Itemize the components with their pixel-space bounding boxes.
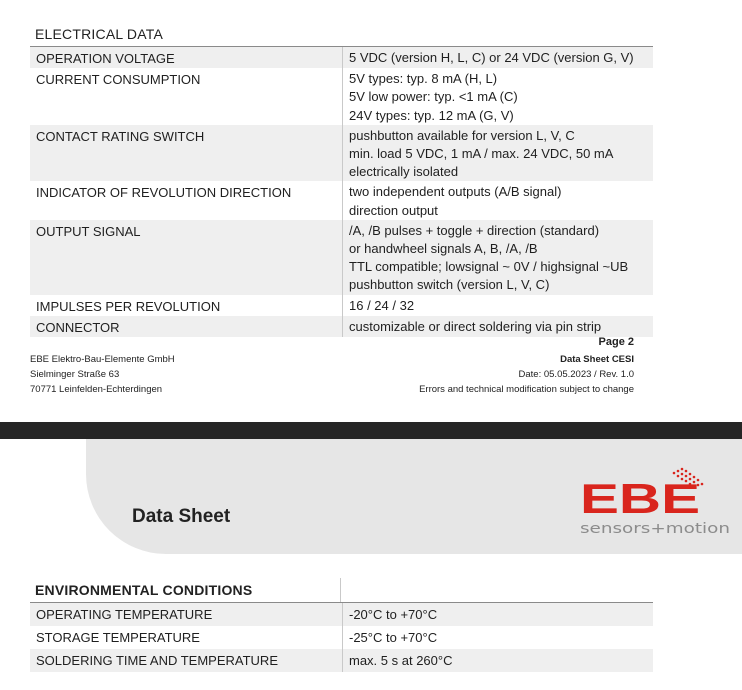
environmental-table <box>30 603 653 672</box>
ebe-logo <box>578 463 738 539</box>
table-row <box>30 649 653 672</box>
company-city: 70771 Leinfelden-Echterdingen <box>30 384 163 395</box>
spec-value <box>343 181 654 219</box>
page-separator <box>0 422 742 439</box>
footer-doc-info <box>419 352 634 397</box>
table-row <box>30 68 653 125</box>
electrical-data-table <box>30 47 653 337</box>
spec-value <box>343 68 654 125</box>
table-row <box>30 603 653 626</box>
spec-key: INDICATOR OF REVOLUTION DIRECTION <box>36 185 292 201</box>
spec-key: CURRENT CONSUMPTION <box>36 72 201 88</box>
logo-tagline: sensors+motion <box>580 521 730 537</box>
doc-disclaimer: Errors and technical modification subject to change <box>419 384 634 395</box>
spec-value <box>343 316 654 337</box>
logo-wordmark: EBE <box>580 475 700 522</box>
env-value: max. 5 s at 260°C <box>343 649 654 672</box>
doc-title: Data Sheet CESI <box>560 354 634 365</box>
table-row <box>30 47 653 68</box>
spec-value-line: pushbutton switch (version L, V, C) <box>349 277 550 293</box>
page-number: Page 2 <box>598 336 634 348</box>
spec-key: CONNECTOR <box>30 316 343 337</box>
spec-value-line: 16 / 24 / 32 <box>349 297 415 313</box>
spec-value-line: /A, /B pulses + toggle + direction (standard) <box>349 222 600 238</box>
spec-value-line: 5V types: typ. 8 mA (H, L) <box>349 71 498 87</box>
page-3 <box>0 439 742 690</box>
env-value: -20°C to +70°C <box>343 603 654 626</box>
env-key: STORAGE TEMPERATURE <box>36 630 200 645</box>
spec-value-line: two independent outputs (A/B signal) <box>349 184 562 200</box>
table-row <box>30 220 653 295</box>
spec-key: OPERATION VOLTAGE <box>30 47 343 68</box>
spec-value <box>343 47 654 68</box>
env-header-divider <box>340 578 341 604</box>
spec-value-line: or handwheel signals A, B, /A, /B <box>349 241 538 257</box>
spec-value-line: min. load 5 VDC, 1 mA / max. 24 VDC, 50 mA <box>349 146 614 162</box>
spec-value-line: pushbutton available for version L, V, C <box>349 127 575 143</box>
spec-value-line: electrically isolated <box>349 164 459 180</box>
env-value: -25°C to +70°C <box>343 626 654 649</box>
company-name: EBE Elektro-Bau-Elemente GmbH <box>30 354 175 365</box>
env-key: SOLDERING TIME AND TEMPERATURE <box>30 649 343 672</box>
table-row <box>30 181 653 219</box>
spec-value <box>343 220 654 295</box>
footer-address <box>30 352 175 397</box>
header-title: Data Sheet <box>132 506 231 527</box>
spec-value <box>343 295 654 316</box>
environmental-title: ENVIRONMENTAL CONDITIONS <box>35 582 253 598</box>
electrical-data-title: ELECTRICAL DATA <box>35 26 163 42</box>
company-street: Sielminger Straße 63 <box>30 369 120 380</box>
table-row <box>30 295 653 316</box>
spec-value-line: customizable or direct soldering via pin strip <box>349 318 602 334</box>
env-key: OPERATING TEMPERATURE <box>30 603 343 626</box>
spec-key: OUTPUT SIGNAL <box>30 220 343 295</box>
spec-value-line: direction output <box>349 202 438 218</box>
spec-key: IMPULSES PER REVOLUTION <box>36 298 221 314</box>
table-row <box>30 626 653 649</box>
table-row <box>30 125 653 182</box>
spec-key: CONTACT RATING SWITCH <box>30 125 343 182</box>
table-row <box>30 316 653 337</box>
spec-value-line: 5 VDC (version H, L, C) or 24 VDC (version G, V) <box>349 50 634 65</box>
spec-value-line: TTL compatible; lowsignal ~ 0V / highsignal ~UB <box>349 259 629 275</box>
spec-value-line: 5V low power: typ. <1 mA (C) <box>349 89 518 105</box>
spec-value <box>343 125 654 182</box>
spec-value-line: 24V types: typ. 12 mA (G, V) <box>349 107 514 123</box>
doc-date: Date: 05.05.2023 / Rev. 1.0 <box>518 369 634 380</box>
